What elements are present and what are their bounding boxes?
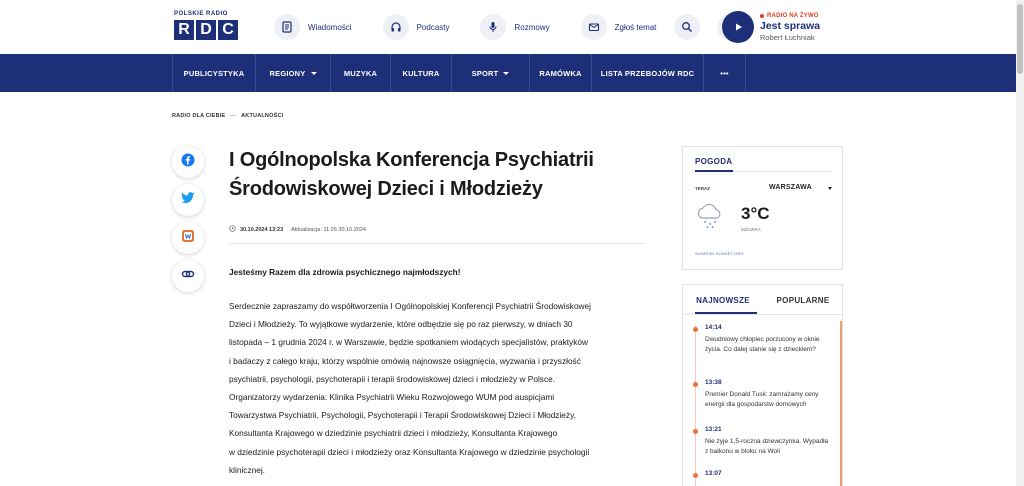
rdc-logo[interactable] <box>174 11 238 43</box>
article-body-line: Towarzystwa Psychiatrii, Psychologii, Psychoterapii i Terapii Środowiskowej Dzieci i Młodzieży, <box>229 410 576 421</box>
news-headline: Nie żyje 1,5-roczna dziewczynka. Wypadła z balkonu w bloku na Woli <box>705 438 829 455</box>
article-title: I Ogólnopolska Konferencja Psychiatrii Środowiskowej Dzieci i Młodzieży <box>229 149 594 200</box>
twitter-icon <box>181 191 195 209</box>
news-time: 14:14 <box>705 324 722 331</box>
article-lead: Jesteśmy Razem dla zdrowia psychicznego najmłodszych! <box>229 267 461 277</box>
clock-icon <box>229 225 236 234</box>
top-link-label: Wiadomości <box>308 22 352 32</box>
weather-source-link[interactable]: SUNRISE-SUNSET.ORG <box>695 251 744 256</box>
news-time: 13:21 <box>705 426 722 433</box>
article <box>229 146 645 479</box>
link-icon <box>181 267 195 286</box>
article-body-line: i badaczy z całego kraju, którzy wspólnie omówią najnowsze osiągnięcia, wyzwania i przyszłość <box>229 355 581 366</box>
news-time: 13:07 <box>705 470 722 477</box>
breadcrumb <box>172 113 283 119</box>
live-label: RADIO NA ŻYWO <box>767 12 819 19</box>
live-show-title: Jest sprawa <box>760 19 821 32</box>
weather-title-underline <box>695 170 733 172</box>
nav-label: MUZYKA <box>343 68 378 78</box>
chevron-down-icon[interactable] <box>828 187 832 190</box>
nav-label: REGIONY <box>269 68 306 78</box>
weather-description: MŻAWKA <box>741 227 761 232</box>
nav-item-ramowka[interactable] <box>530 54 592 92</box>
top-link-label: Zgłoś temat <box>614 22 657 32</box>
chevron-down-icon <box>503 72 509 75</box>
article-date: 30.10.2024 13:23 <box>240 226 284 233</box>
weather-temperature: 3°C <box>741 204 770 223</box>
tab-popularne[interactable]: POPULARNE <box>776 295 830 305</box>
nav-item-lista-przebojow[interactable] <box>592 54 704 92</box>
nav-item-muzyka[interactable] <box>331 54 391 92</box>
tab-najnowsze[interactable]: NAJNOWSZE <box>696 295 750 305</box>
article-body-line: listopada – 1 grudnia 2024 r. w Warszawie, będzie spotkaniem wiodących specjalistów, praktyków <box>229 337 588 348</box>
article-body-line: Serdecznie zapraszamy do współtworzenia I Ogólnopolskiej Konferencji Psychiatrii Środowiskowej <box>229 301 592 311</box>
top-link-wiadomosci[interactable] <box>274 14 352 40</box>
news-headline: Premier Donald Tusk: zamrażamy ceny energii dla gospodarstw domowych <box>705 391 819 408</box>
logo-letter: D <box>196 20 216 40</box>
article-meta <box>229 225 645 234</box>
nav-label: SPORT <box>471 68 499 78</box>
top-link-rozmowy[interactable] <box>480 14 549 40</box>
article-body-line: Konsultanta Krajowego w dziedzinie psychiatrii dzieci i młodzieży, Konsultanta Krajowego <box>229 428 558 439</box>
article-body-line: psychiatrii, psychologii, psychoterapii i terapii środowiskowej dzieci i młodzieży w Polsce. <box>229 373 556 384</box>
nav-label: LISTA PRZEBOJÓW RDC <box>600 68 695 78</box>
timeline-dot <box>693 429 698 434</box>
document-icon <box>274 14 300 40</box>
weather-title: POGODA <box>695 157 733 166</box>
logo-top-text: POLSKIE RADIO <box>174 11 228 17</box>
facebook-share-button[interactable] <box>172 146 204 178</box>
logo-letter: R <box>174 20 194 40</box>
mail-icon <box>581 14 607 40</box>
breadcrumb-item-aktualnosci[interactable]: AKTUALNOŚCI <box>241 113 284 119</box>
timeline-dot <box>693 473 698 478</box>
breadcrumb-separator: — <box>230 113 237 119</box>
microphone-icon <box>480 14 506 40</box>
top-link-label: Rozmowy <box>514 22 550 32</box>
weather-city-select[interactable]: WARSZAWA <box>769 184 812 191</box>
news-time: 13:38 <box>705 379 722 386</box>
search-icon[interactable] <box>674 14 700 40</box>
news-scrollbar[interactable] <box>840 321 842 486</box>
nav-label: RAMÓWKA <box>539 68 582 78</box>
news-widget <box>682 284 843 486</box>
logo-letter: C <box>218 20 238 40</box>
wykop-icon <box>181 229 195 248</box>
share-bar <box>172 146 204 298</box>
article-body-line: w dziedzinie psychoterapii dzieci i młodzieży oraz Konsultanta Krajowego w dziedzinie psychologii <box>229 446 590 457</box>
meta-divider <box>229 243 645 244</box>
article-body-line: klinicznej. <box>229 464 265 475</box>
live-dot <box>760 14 764 18</box>
play-icon[interactable] <box>722 11 754 43</box>
top-link-label: Podcasty <box>416 22 450 32</box>
weather-now-label: TERAZ <box>695 186 710 191</box>
nav-item-kultura[interactable] <box>391 54 452 92</box>
top-link-zglos-temat[interactable] <box>581 14 657 40</box>
article-body-line: Dzieci i Młodzieży. To wyjątkowe wydarzenie, które odbędzie się po raz pierwszy, w dniach 30 <box>229 319 573 330</box>
copy-link-button[interactable] <box>172 260 204 292</box>
main-nav <box>0 54 1024 92</box>
nav-more-button[interactable] <box>704 54 746 92</box>
nav-item-sport[interactable] <box>452 54 530 92</box>
live-host: Robert Łuchniak <box>760 32 815 42</box>
twitter-share-button[interactable] <box>172 184 204 216</box>
live-radio-player[interactable] <box>722 11 820 43</box>
timeline-dot <box>693 327 698 332</box>
site-header <box>0 0 1024 54</box>
chevron-down-icon <box>311 72 317 75</box>
news-headline: Dwudniowy chłopiec porzucony w oknie życia. Co dalej stanie się z dzieckiem? <box>705 336 820 353</box>
headphones-icon <box>383 14 409 40</box>
weather-widget <box>682 146 843 270</box>
page-scrollbar[interactable] <box>1016 0 1024 486</box>
nav-item-regiony[interactable] <box>256 54 331 92</box>
article-updated: Aktualizacja: 11:26 30.10.2024 <box>291 226 366 233</box>
breadcrumb-item-radio-dla-ciebie[interactable]: RADIO DLA CIEBIE <box>172 113 226 119</box>
wykop-share-button[interactable] <box>172 222 204 254</box>
more-icon: ••• <box>720 68 729 78</box>
timeline-dot <box>693 382 698 387</box>
timeline-line <box>695 325 696 486</box>
nav-label: KULTURA <box>402 68 440 78</box>
drizzle-cloud-icon <box>695 202 725 230</box>
tabs-divider <box>683 314 843 315</box>
facebook-icon <box>181 153 195 172</box>
top-link-podcasty[interactable] <box>383 14 450 40</box>
nav-item-publicystyka[interactable] <box>172 54 256 92</box>
scrollbar-thumb[interactable] <box>1017 4 1023 74</box>
nav-label: PUBLICYSTYKA <box>183 68 245 78</box>
article-body-line: Organizatorzy wydarzenia: Klinika Psychiatrii Wieku Rozwojowego WUM pod auspicjami <box>229 392 555 403</box>
article-body <box>229 297 645 479</box>
